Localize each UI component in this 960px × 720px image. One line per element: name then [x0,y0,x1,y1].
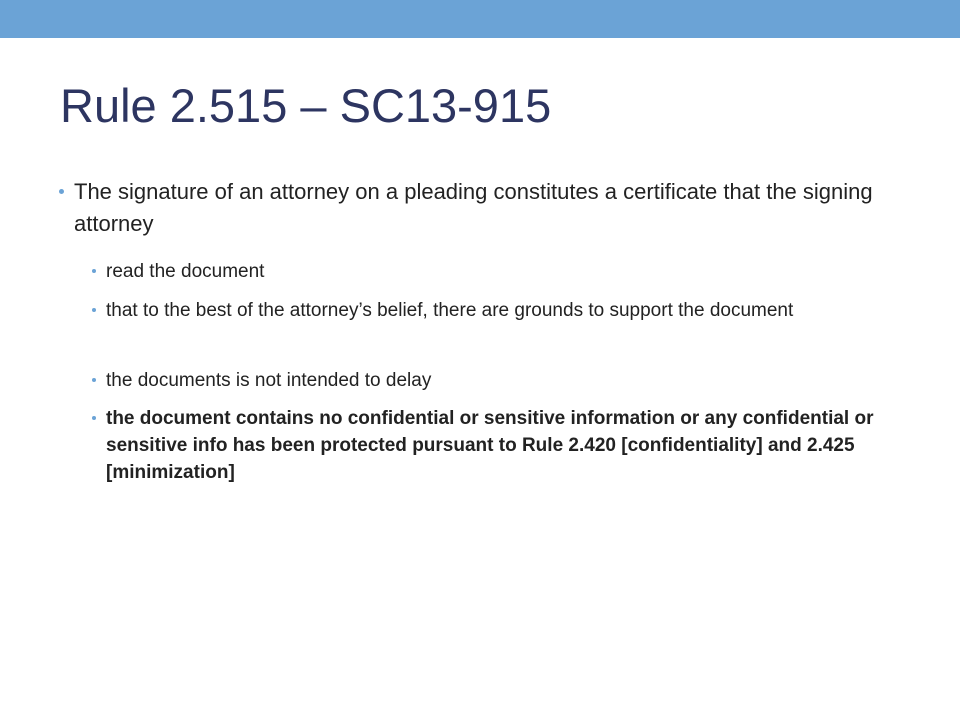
main-bullet-text: The signature of an attorney on a pleading constitutes a certificate that the signing attorney [74,179,873,236]
sub-bullet-text: the document contains no confidential or sensitive information or any confidential or sensitive info has been protected pursuant to Rule 2.420 [confidentiality] and 2.425 [minimization] [106,408,874,483]
sub-bullet-confidential [106,405,916,486]
bullet-dot-icon [59,189,64,194]
sub-bullet-text: that to the best of the attorney’s belief, there are grounds to support the document [106,300,794,321]
bullet-dot-icon [92,308,96,312]
sub-bullet-text: read the document [106,261,265,282]
sub-bullet-delay [106,367,916,394]
sub-bullet-read [106,258,916,285]
slide-title: Rule 2.515 – SC13-915 [60,79,552,132]
sub-bullet-text: the documents is not intended to delay [106,370,432,391]
bullet-dot-icon [92,416,96,420]
top-accent-bar [0,0,960,38]
main-bullet [74,176,904,240]
sub-bullet-grounds [106,297,916,324]
bullet-dot-icon [92,269,96,273]
bullet-dot-icon [92,378,96,382]
